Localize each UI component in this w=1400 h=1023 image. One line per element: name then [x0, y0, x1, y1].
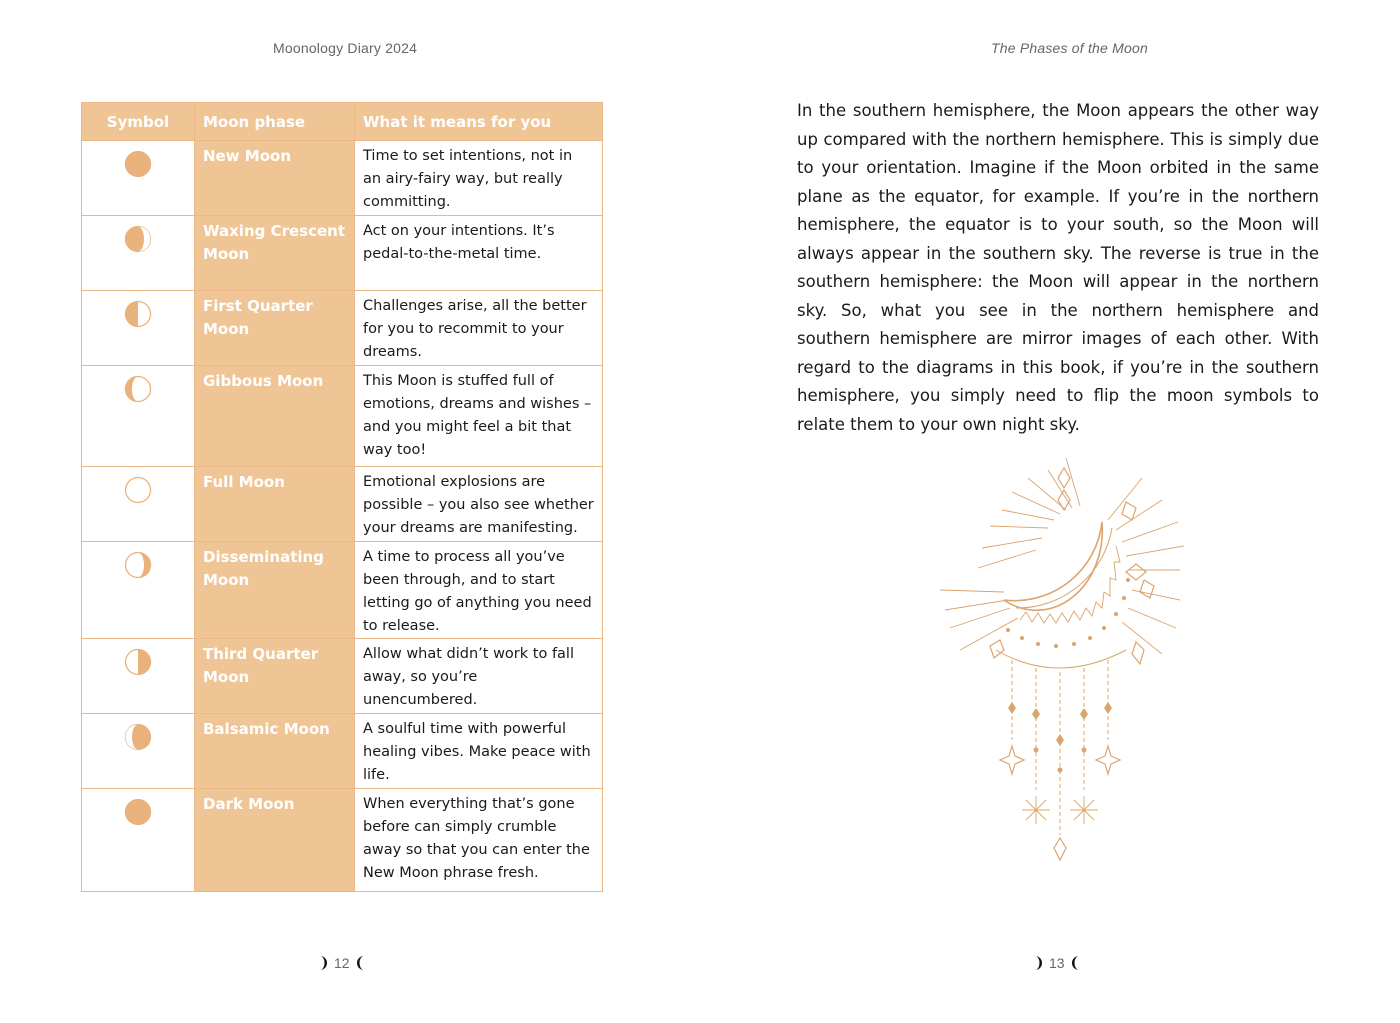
symbol-cell [82, 714, 195, 789]
body-paragraph: In the southern hemisphere, the Moon appears the other way up compared with the northern hemisphere. This is simply due to your orientation. Imagine if the Moon orbited in the same plane as the equator, for example. If you’re in the northern hemisphere, the equator is to your south, so the Moon will always appear in the southern sky. The reverse is true in the southern hemisphere: the Moon will appear in the northern sky. So, what you see in the northern hemisphere and southern hemisphere are mirror images of each other. With regard to the diagrams in this book, if you’re in the southern hemisphere, you simply need to flip the moon symbols to relate them to your own night sky. [797, 101, 1319, 434]
header-meaning: What it means for you [355, 103, 603, 141]
third-quarter-moon-icon [124, 648, 152, 676]
phase-meaning: A time to process all you’ve been through, and to start letting go of anything you need to release. [355, 542, 603, 639]
phase-meaning: Allow what didn’t work to fall away, so you’re unencumbered. [355, 639, 603, 714]
phase-name: Waxing Crescent Moon [195, 216, 355, 291]
phase-name: New Moon [195, 141, 355, 216]
balsamic-moon-icon [124, 723, 152, 751]
table-row [82, 542, 603, 639]
table-row [82, 141, 603, 216]
moon-phase-table [81, 102, 603, 892]
phase-name: Gibbous Moon [195, 366, 355, 467]
phase-name: Balsamic Moon [195, 714, 355, 789]
phase-meaning: A soulful time with powerful healing vibes. Make peace with life. [355, 714, 603, 789]
page-number-left [318, 952, 366, 974]
new-moon-icon [124, 150, 152, 178]
phase-name: Full Moon [195, 467, 355, 542]
phase-name: Disseminating Moon [195, 542, 355, 639]
phase-meaning: Emotional explosions are possible – you also see whether your dreams are manifesting. [355, 467, 603, 542]
table-header-row [82, 103, 603, 141]
waxing-crescent-icon [356, 955, 366, 971]
right-page [700, 0, 1400, 1023]
disseminating-moon-icon [124, 551, 152, 579]
phase-meaning: When everything that’s gone before can simply crumble away so that you can enter the New Moon phrase fresh. [355, 789, 603, 892]
page-number-right [1033, 952, 1081, 974]
dark-moon-icon [124, 798, 152, 826]
waning-crescent-icon [318, 955, 328, 971]
symbol-cell [82, 542, 195, 639]
symbol-cell [82, 789, 195, 892]
crescent-moon-dreamcatcher-icon [930, 450, 1190, 865]
symbol-cell [82, 467, 195, 542]
symbol-cell [82, 141, 195, 216]
symbol-cell [82, 639, 195, 714]
page-number: 13 [1049, 955, 1065, 971]
table-row [82, 366, 603, 467]
full-moon-icon [124, 476, 152, 504]
symbol-cell [82, 216, 195, 291]
waxing-crescent-moon-icon [124, 225, 152, 253]
header-symbol: Symbol [82, 103, 195, 141]
phase-meaning: Time to set intentions, not in an airy-fairy way, but really committing. [355, 141, 603, 216]
symbol-cell [82, 291, 195, 366]
first-quarter-moon-icon [124, 300, 152, 328]
waxing-crescent-icon [1071, 955, 1081, 971]
table-row [82, 216, 603, 291]
table-row [82, 639, 603, 714]
waning-crescent-icon [1033, 955, 1043, 971]
page-number: 12 [334, 955, 350, 971]
phase-meaning: Act on your intentions. It’s pedal-to-the-metal time. [355, 216, 603, 291]
table-row [82, 467, 603, 542]
running-head-left: Moonology Diary 2024 [273, 40, 418, 56]
phase-meaning: This Moon is stuffed full of emotions, dreams and wishes – and you might feel a bit that way too! [355, 366, 603, 467]
table-row [82, 789, 603, 892]
table-row [82, 714, 603, 789]
table-row [82, 291, 603, 366]
phase-meaning: Challenges arise, all the better for you to recommit to your dreams. [355, 291, 603, 366]
running-head-right: The Phases of the Moon [991, 40, 1148, 56]
phase-name: Third Quarter Moon [195, 639, 355, 714]
phase-name: Dark Moon [195, 789, 355, 892]
phase-name: First Quarter Moon [195, 291, 355, 366]
symbol-cell [82, 366, 195, 467]
gibbous-moon-icon [124, 375, 152, 403]
header-moon-phase: Moon phase [195, 103, 355, 141]
